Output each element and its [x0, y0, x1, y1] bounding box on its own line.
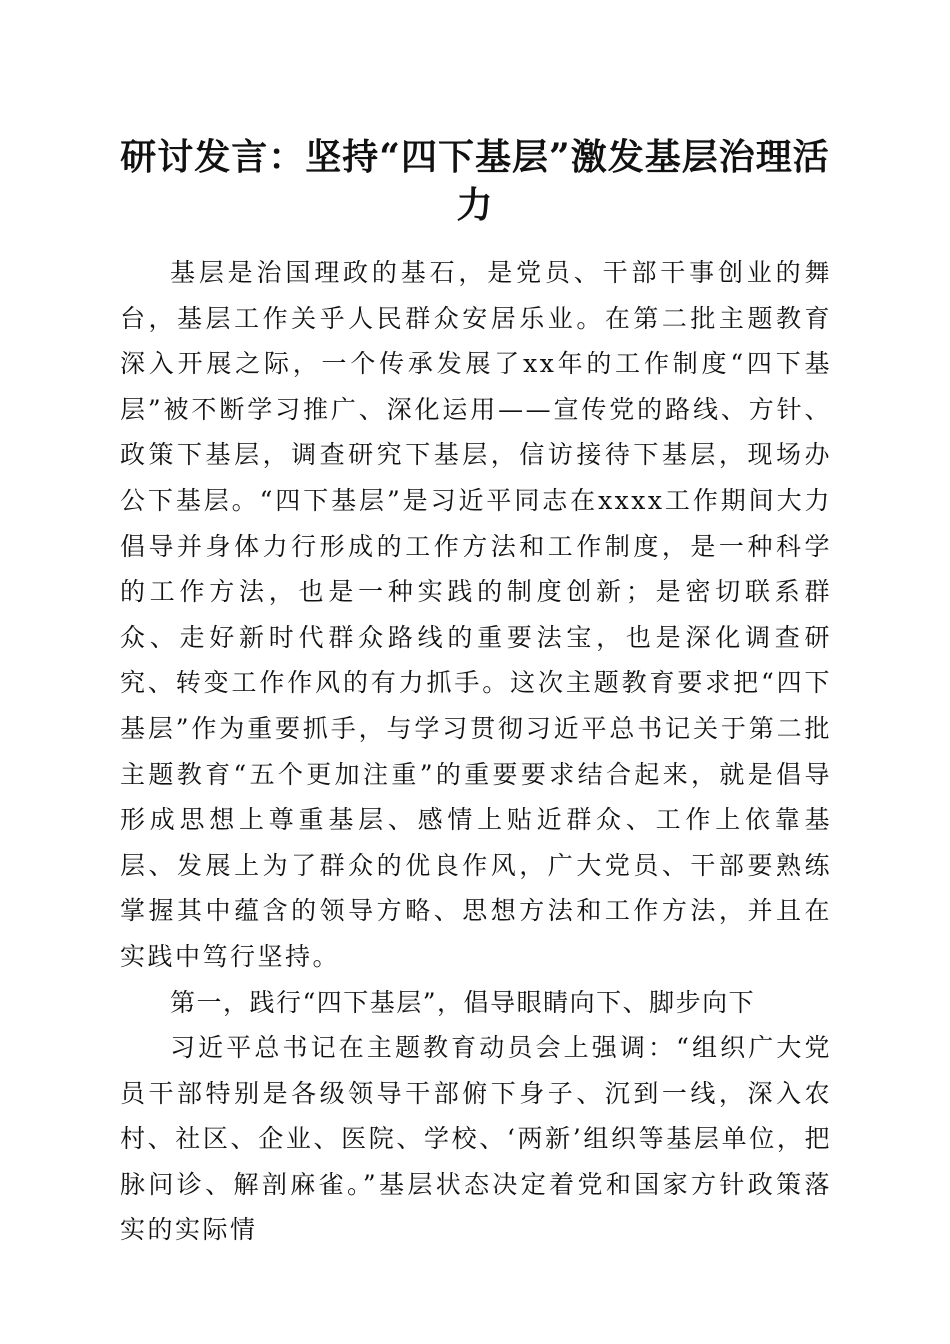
- section-paragraph-1: 习近平总书记在主题教育动员会上强调：“组织广大党员干部特别是各级领导干部俯下身子、沉到一线，深入农村、社区、企业、医院、学校、‘两新’组织等基层单位，把脉问诊、解剖麻雀。”基层状态决定着党和国家方针政策落实的实际情: [120, 1033, 832, 1245]
- document-title: 研讨发言：坚持“四下基层”激发基层治理活力: [120, 136, 830, 226]
- intro-paragraph: 基层是治国理政的基石，是党员、干部干事创业的舞台，基层工作关乎人民群众安居乐业。在第二批主题教育深入开展之际，一个传承发展了xx年的工作制度“四下基层”被不断学习推广、深化运用——宣传党的路线、方针、政策下基层，调查研究下基层，信访接待下基层，现场办公下基层。“四下基层”是习近平同志在xxxx工作期间大力倡导并身体力行形成的工作方法和工作制度，是一种科学的工作方法，也是一种实践的制度创新；是密切联系群众、走好新时代群众路线的重要法宝，也是深化调查研究、转变工作作风的有力抓手。这次主题教育要求把“四下基层”作为重要抓手，与学习贯彻习近平总书记关于第二批主题教育“五个更加注重”的重要要求结合起来，就是倡导形成思想上尊重基层、感情上贴近群众、工作上依靠基层、发展上为了群众的优良作风，广大党员、干部要熟练掌握其中蕴含的领导方略、思想方法和工作方法，并且在实践中笃行坚持。: [120, 258, 832, 971]
- section-heading-1: 第一，践行“四下基层”，倡导眼睛向下、脚步向下: [170, 987, 756, 1017]
- document-body: [120, 250, 832, 1253]
